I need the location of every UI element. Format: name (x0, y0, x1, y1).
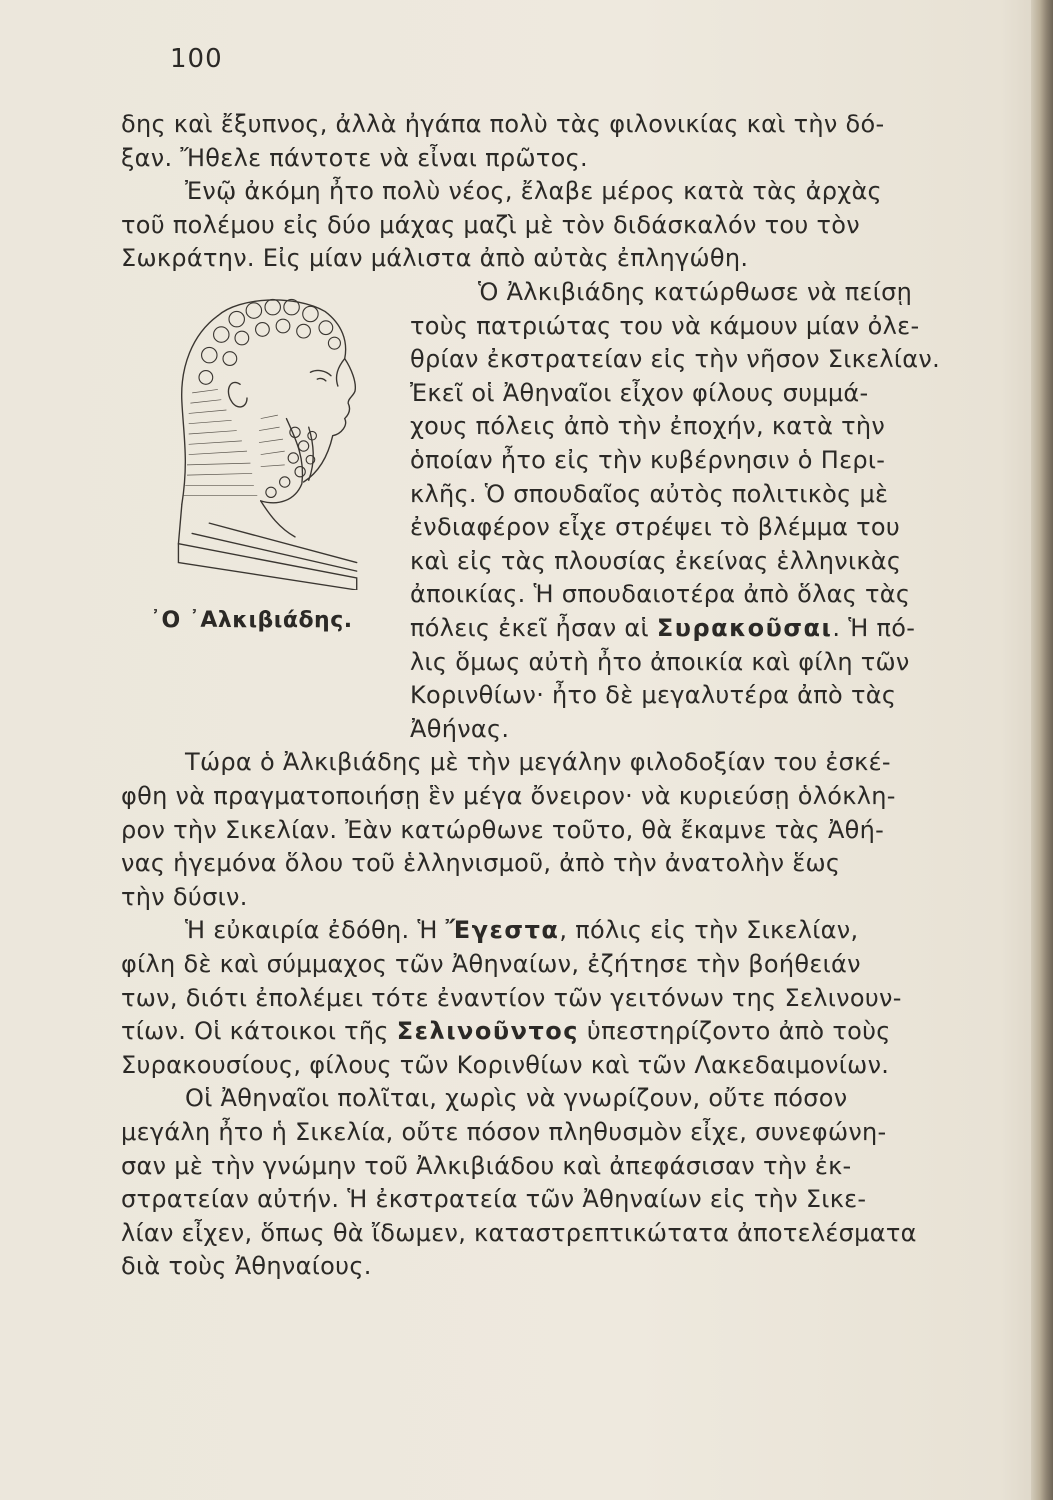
text-line: τίων. Οἱ κάτοικοι τῆς Σελινοῦντος ὑπεστηρίζοντο ἀπὸ τοὺς (121, 1017, 891, 1046)
text-line: χους πόλεις ἀπὸ τὴν ἐποχήν, κατὰ τὴν (410, 412, 886, 441)
text-line: κλῆς. Ὁ σπουδαῖος αὐτὸς πολιτικὸς μὲ (410, 479, 889, 508)
text-line: λις ὅμως αὐτὴ ἦτο ἀποικία καὶ φίλη τῶν (410, 647, 910, 676)
text-line: πόλεις ἐκεῖ ἦσαν αἱ Συρακοῦσαι. Ἡ πό- (410, 614, 916, 642)
text-line: ρον τὴν Σικελίαν. Ἐὰν κατώρθωνε τοῦτο, θὰ ἔκαμνε τὰς Ἀθή- (121, 815, 885, 844)
text-line: ἀποικίας. Ἡ σπουδαιοτέρα ἀπὸ ὅλας τὰς (410, 580, 911, 609)
place-name-syracuse: Συρακοῦσαι (656, 614, 833, 642)
text-line: των, διότι ἐπολέμει τότε ἐναντίον τῶν γειτόνων της Σελινουν- (121, 983, 902, 1012)
text-line: Ἀθήνας. (410, 714, 510, 743)
place-name-selinus: Σελινοῦντος (396, 1017, 579, 1046)
text-line: Τώρα ὁ Ἀλκιβιάδης μὲ τὴν μεγάλην φιλοδοξίαν του ἐσκέ- (185, 748, 891, 777)
text-line: ὁποίαν ἦτο εἰς τὴν κυβέρνησιν ὁ Περι- (410, 446, 886, 474)
text-line: φθη νὰ πραγματοποιήσῃ ἓν μέγα ὄνειρον· νὰ κυριεύσῃ ὁλόκλη- (121, 782, 896, 810)
text-line: στρατείαν αὐτήν. Ἡ ἐκστρατεία τῶν Ἀθηναίων εἰς τὴν Σικε- (121, 1185, 867, 1214)
text-line: Κορινθίων· ἦτο δὲ μεγαλυτέρα ἀπὸ τὰς (410, 681, 897, 710)
text-line: σαν μὲ τὴν γνώμην τοῦ Ἀλκιβιάδου καὶ ἀπεφάσισαν τὴν ἐκ- (121, 1151, 852, 1180)
text-line: Ὁ Ἀλκιβιάδης κατώρθωσε νὰ πείσῃ (478, 278, 913, 306)
text-line: Οἱ Ἀθηναῖοι πολῖται, χωρὶς νὰ γνωρίζουν, οὔτε πόσον (185, 1084, 848, 1113)
place-name-egesta: Ἔγεστα (445, 916, 560, 945)
text-line: τοὺς πατριώτας του νὰ κάμουν μίαν ὀλε- (410, 311, 920, 340)
text-line: τοῦ πολέμου εἰς δύο μάχας μαζὶ μὲ τὸν διδάσκαλόν του τὸν (121, 210, 860, 239)
text-line: ξαν. Ἤθελε πάντοτε νὰ εἶναι πρῶτος. (121, 143, 588, 172)
text-line: δης καὶ ἔξυπνος, ἀλλὰ ἠγάπα πολὺ τὰς φιλονικίας καὶ τὴν δό- (121, 110, 885, 138)
text-line: φίλη δὲ καὶ σύμμαχος τῶν Ἀθηναίων, ἐζήτησε τὴν βοήθειάν (121, 950, 861, 978)
text-line: ἐνδιαφέρον εἶχε στρέψει τὸ βλέμμα του (410, 513, 901, 542)
text-line: καὶ εἰς τὰς πλουσίας ἐκείνας ἑλληνικὰς (410, 546, 902, 575)
alcibiades-bust-illustration (140, 290, 390, 590)
text-line: τὴν δύσιν. (121, 882, 248, 911)
book-binding-edge (1031, 0, 1053, 1500)
text-line: Συρακουσίους, φίλους τῶν Κορινθίων καὶ τῶν Λακεδαιμονίων. (121, 1050, 890, 1079)
text-line: λίαν εἶχεν, ὅπως θὰ ἴδωμεν, καταστρεπτικώτατα ἀποτελέσματα (121, 1218, 917, 1247)
illustration-caption: ᾿Ο ᾿Αλκιβιάδης. (150, 608, 353, 633)
text-line: διὰ τοὺς Ἀθηναίους. (121, 1252, 372, 1281)
page-number: 100 (170, 44, 223, 74)
text-line: θρίαν ἐκστρατείαν εἰς τὴν νῆσον Σικελίαν. (410, 345, 941, 374)
text-line: μεγάλη ἦτο ἡ Σικελία, οὔτε πόσον πληθυσμὸν εἶχε, συνεφώνη- (121, 1118, 887, 1146)
text-line: Ἐκεῖ οἱ Ἀθηναῖοι εἶχον φίλους συμμά- (410, 378, 869, 407)
text-line: Ἐνῷ ἀκόμη ἦτο πολὺ νέος, ἔλαβε μέρος κατὰ τὰς ἀρχὰς (185, 177, 882, 206)
text-line: νας ἡγεμόνα ὅλου τοῦ ἑλληνισμοῦ, ἀπὸ τὴν ἀνατολὴν ἕως (121, 849, 841, 878)
text-line: Ἡ εὐκαιρία ἐδόθη. Ἡ Ἔγεστα, πόλις εἰς τὴν Σικελίαν, (185, 916, 859, 945)
text-line: Σωκράτην. Εἰς μίαν μάλιστα ἀπὸ αὐτὰς ἐπληγώθη. (121, 244, 749, 273)
